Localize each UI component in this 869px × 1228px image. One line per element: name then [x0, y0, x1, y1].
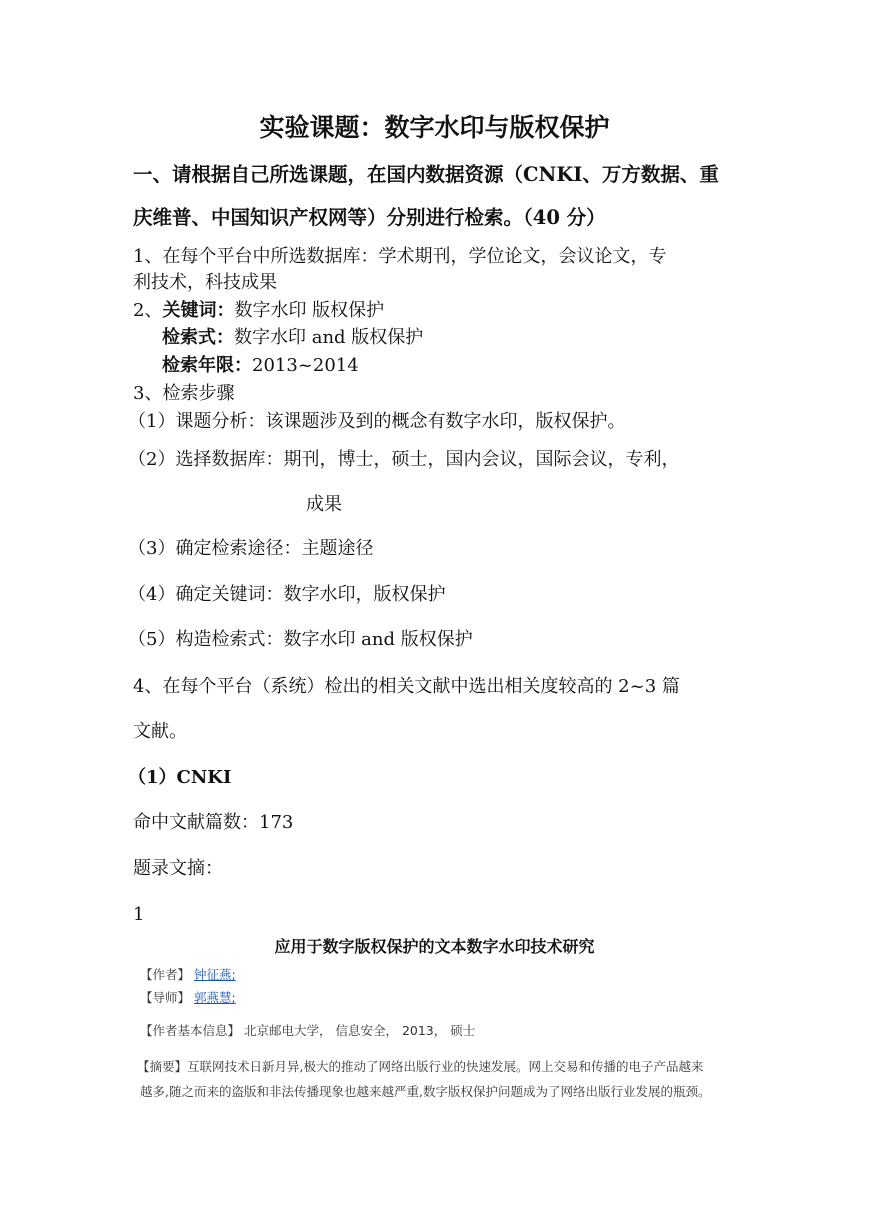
item1-line1: 1、在每个平台中所选数据库：学术期刊，学位论文，会议论文，专 — [133, 246, 667, 267]
abstract-line1 — [137, 1054, 704, 1080]
section-heading-line1: 一、请根据自己所选课题，在国内数据资源（CNKI、万方数据、重 — [133, 163, 719, 186]
section-heading-line2: 庆维普、中国知识产权网等）分别进行检索。（40 分） — [133, 206, 606, 229]
step-3: （3）确定检索途径：主题途径 — [128, 538, 374, 559]
record-advisor — [140, 987, 236, 1009]
item3-heading: 3、检索步骤 — [133, 383, 235, 404]
record-number: 1 — [133, 904, 145, 925]
author-link[interactable]: 钟征燕; — [194, 967, 236, 982]
excerpt-label: 题录文摘： — [133, 858, 223, 879]
record-author — [140, 964, 236, 986]
item4-line2: 文献。 — [133, 721, 187, 742]
step-5: （5）构造检索式：数字水印 and 版权保护 — [128, 629, 473, 650]
item2-prefix: 2、 — [133, 300, 163, 321]
keyword-label: 关键词： — [162, 300, 235, 321]
step-2-continued: 成果 — [306, 494, 342, 515]
record-title: 应用于数字版权保护的文本数字水印技术研究 — [274, 937, 595, 956]
hit-count: 命中文献篇数：173 — [133, 812, 294, 833]
item4-line1: 4、在每个平台（系统）检出的相关文献中选出相关度较高的 2~3 篇 — [133, 676, 680, 697]
step-2: （2）选择数据库：期刊，博士，硕士，国内会议，国际会议，专利， — [128, 449, 680, 470]
abstract-label: 【摘要】 — [137, 1059, 188, 1074]
keyword-value: 数字水印 版权保护 — [234, 300, 385, 321]
advisor-label: 【导师】 — [140, 990, 191, 1005]
years-value: 2013~2014 — [252, 355, 359, 376]
abstract-text-1: 互联网技术日新月异,极大的推动了网络出版行业的快速发展。网上交易和传播的电子产品越来 — [187, 1059, 704, 1074]
step-1: （1）课题分析：该课题涉及到的概念有数字水印，版权保护。 — [128, 411, 626, 432]
advisor-link[interactable]: 郭燕慧; — [194, 990, 236, 1005]
info-label: 【作者基本信息】 — [140, 1023, 241, 1038]
info-value: 北京邮电大学， 信息安全， 2013， 硕士 — [244, 1023, 476, 1038]
cnki-heading: （1）CNKI — [128, 767, 232, 788]
author-label: 【作者】 — [140, 967, 191, 982]
item2-keywords — [133, 298, 384, 324]
query-value: 数字水印 and 版权保护 — [234, 327, 424, 348]
years-label: 检索年限： — [162, 355, 252, 376]
page-title: 实验课题：数字水印与版权保护 — [259, 113, 610, 142]
record-info — [140, 1020, 475, 1042]
step-4: （4）确定关键词：数字水印，版权保护 — [128, 584, 446, 605]
query-label: 检索式： — [162, 327, 234, 348]
item1-line2: 利技术，科技成果 — [133, 272, 277, 293]
item2-query — [162, 325, 423, 351]
abstract-line2: 越多,随之而来的盗版和非法传播现象也越来越严重,数字版权保护问题成为了网络出版行业发展的瓶颈。 — [140, 1084, 711, 1099]
item2-years — [162, 353, 359, 379]
